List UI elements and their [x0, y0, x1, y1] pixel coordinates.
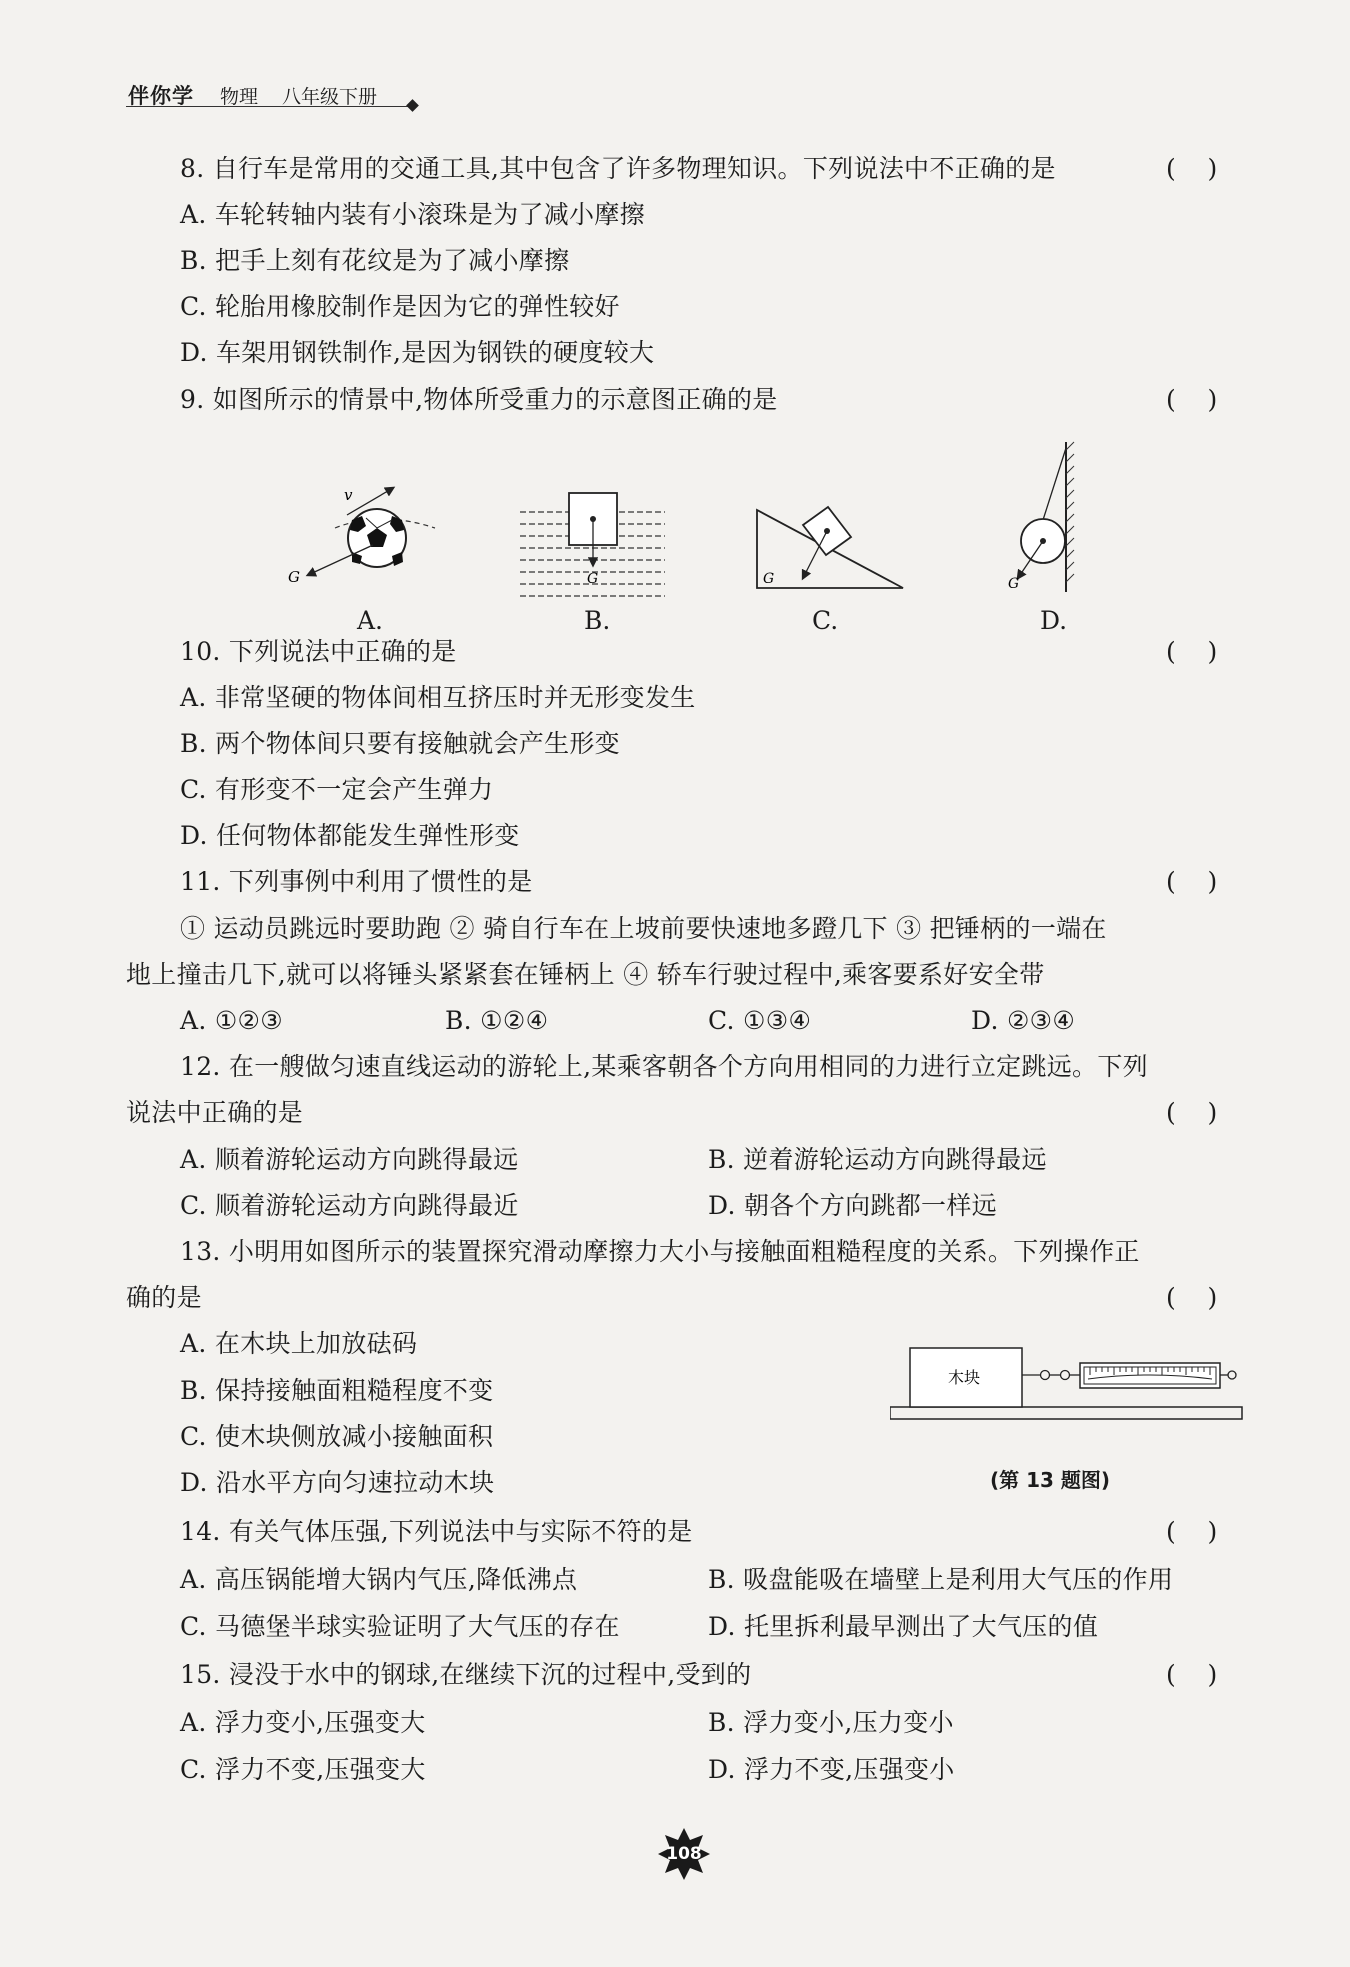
- q13-figure-caption: (第 13 题图): [990, 1468, 1111, 1492]
- figure-a-label: A.: [357, 606, 384, 635]
- q14-answer-paren: ( ): [1166, 1517, 1218, 1546]
- q15-answer-paren: ( ): [1166, 1660, 1218, 1689]
- q12-option-c: C. 顺着游轮运动方向跳得最近: [180, 1191, 519, 1220]
- q11-option-a: A. ①②③: [180, 1006, 283, 1035]
- q12-option-d: D. 朝各个方向跳都一样远: [708, 1191, 997, 1220]
- q13-stem-line1: 13. 小明用如图所示的装置探究滑动摩擦力大小与接触面粗糙程度的关系。下列操作正: [180, 1237, 1140, 1266]
- q13-answer-paren: ( ): [1166, 1283, 1218, 1312]
- figure-a-football: [288, 486, 435, 586]
- q14-option-a: A. 高压锅能增大锅内气压,降低沸点: [180, 1565, 578, 1594]
- subject: 物理: [220, 86, 259, 108]
- figure-d-g-label: G: [1008, 576, 1020, 592]
- q13-option-b: B. 保持接触面粗糙程度不变: [180, 1376, 494, 1405]
- q8-option-b: B. 把手上刻有花纹是为了减小摩擦: [180, 246, 570, 275]
- q15-option-b: B. 浮力变小,压力变小: [708, 1708, 954, 1737]
- q12-option-a: A. 顺着游轮运动方向跳得最远: [180, 1145, 519, 1174]
- q13-stem-line2: 确的是: [126, 1283, 202, 1312]
- figure-b-g-label: G: [587, 571, 599, 587]
- q15-option-a: A. 浮力变小,压强变大: [180, 1708, 426, 1737]
- diamond-icon: [406, 99, 419, 112]
- q8-stem: 8. 自行车是常用的交通工具,其中包含了许多物理知识。下列说法中不正确的是: [180, 154, 1056, 183]
- q10-option-d: D. 任何物体都能发生弹性形变: [180, 821, 520, 850]
- figure-b-block: [569, 493, 617, 587]
- q13-block-label: 木块: [948, 1368, 981, 1387]
- q9-stem: 9. 如图所示的情景中,物体所受重力的示意图正确的是: [180, 385, 778, 414]
- q13-option-a: A. 在木块上加放砝码: [180, 1329, 418, 1358]
- q11-answer-paren: ( ): [1166, 867, 1218, 896]
- figure-d-hanging-ball: [1008, 442, 1074, 592]
- q14-option-c: C. 马德堡半球实验证明了大气压的存在: [180, 1612, 620, 1641]
- q8-option-c: C. 轮胎用橡胶制作是因为它的弹性较好: [180, 292, 620, 321]
- grade: 八年级下册: [282, 86, 378, 108]
- q10-answer-paren: ( ): [1166, 637, 1218, 666]
- q13-option-d: D. 沿水平方向匀速拉动木块: [180, 1468, 495, 1497]
- q14-stem: 14. 有关气体压强,下列说法中与实际不符的是: [180, 1517, 693, 1546]
- q9-answer-paren: ( ): [1166, 385, 1218, 414]
- figure-c-g-label: G: [763, 571, 775, 587]
- q12-option-b: B. 逆着游轮运动方向跳得最远: [708, 1145, 1047, 1174]
- q11-option-d: D. ②③④: [971, 1006, 1076, 1035]
- q10-stem: 10. 下列说法中正确的是: [180, 637, 457, 666]
- q15-stem: 15. 浸没于水中的钢球,在继续下沉的过程中,受到的: [180, 1660, 752, 1689]
- figure-a-g-label: G: [288, 568, 300, 586]
- q8-answer-paren: ( ): [1166, 154, 1218, 183]
- page-number: 108: [666, 1844, 702, 1864]
- q10-option-a: A. 非常坚硬的物体间相互挤压时并无形变发生: [180, 683, 696, 712]
- q10-option-b: B. 两个物体间只要有接触就会产生形变: [180, 729, 620, 758]
- q15-option-c: C. 浮力不变,压强变大: [180, 1755, 426, 1784]
- brand-name: 伴你学: [128, 84, 194, 108]
- q12-stem-line2: 说法中正确的是: [126, 1098, 304, 1127]
- q15-option-d: D. 浮力不变,压强变小: [708, 1755, 955, 1784]
- page-number-badge: [656, 1826, 712, 1882]
- figure-c-incline: [757, 507, 903, 588]
- q11-option-c: C. ①③④: [708, 1006, 812, 1035]
- q9-figures: [0, 430, 1350, 610]
- figure-d-label: D.: [1040, 606, 1068, 635]
- header-rule: [126, 106, 412, 107]
- figure-b-label: B.: [584, 606, 611, 635]
- q8-option-d: D. 车架用钢铁制作,是因为钢铁的硬度较大: [180, 338, 655, 367]
- q11-stem: 11. 下列事例中利用了惯性的是: [180, 867, 533, 896]
- q8-option-a: A. 车轮转轴内装有小滚珠是为了减小摩擦: [180, 200, 645, 229]
- q12-answer-paren: ( ): [1166, 1098, 1218, 1127]
- q14-option-b: B. 吸盘能吸在墙壁上是利用大气压的作用: [708, 1565, 1174, 1594]
- figure-a-v-label: v: [344, 486, 353, 504]
- figure-c-label: C.: [812, 606, 839, 635]
- q14-option-d: D. 托里拆利最早测出了大气压的值: [708, 1612, 1099, 1641]
- q11-statements-line1: ① 运动员跳远时要助跑 ② 骑自行车在上坡前要快速地多蹬几下 ③ 把锤柄的一端在: [180, 914, 1107, 943]
- q11-option-b: B. ①②④: [445, 1006, 549, 1035]
- q10-option-c: C. 有形变不一定会产生弹力: [180, 775, 494, 804]
- q13-option-c: C. 使木块侧放减小接触面积: [180, 1422, 494, 1451]
- q12-stem-line1: 12. 在一艘做匀速直线运动的游轮上,某乘客朝各个方向用相同的力进行立定跳远。下列: [180, 1052, 1148, 1081]
- q11-statements-line2: 地上撞击几下,就可以将锤头紧紧套在锤柄上 ④ 轿车行驶过程中,乘客要系好安全带: [126, 960, 1045, 989]
- q13-figure-apparatus: [890, 1335, 1250, 1425]
